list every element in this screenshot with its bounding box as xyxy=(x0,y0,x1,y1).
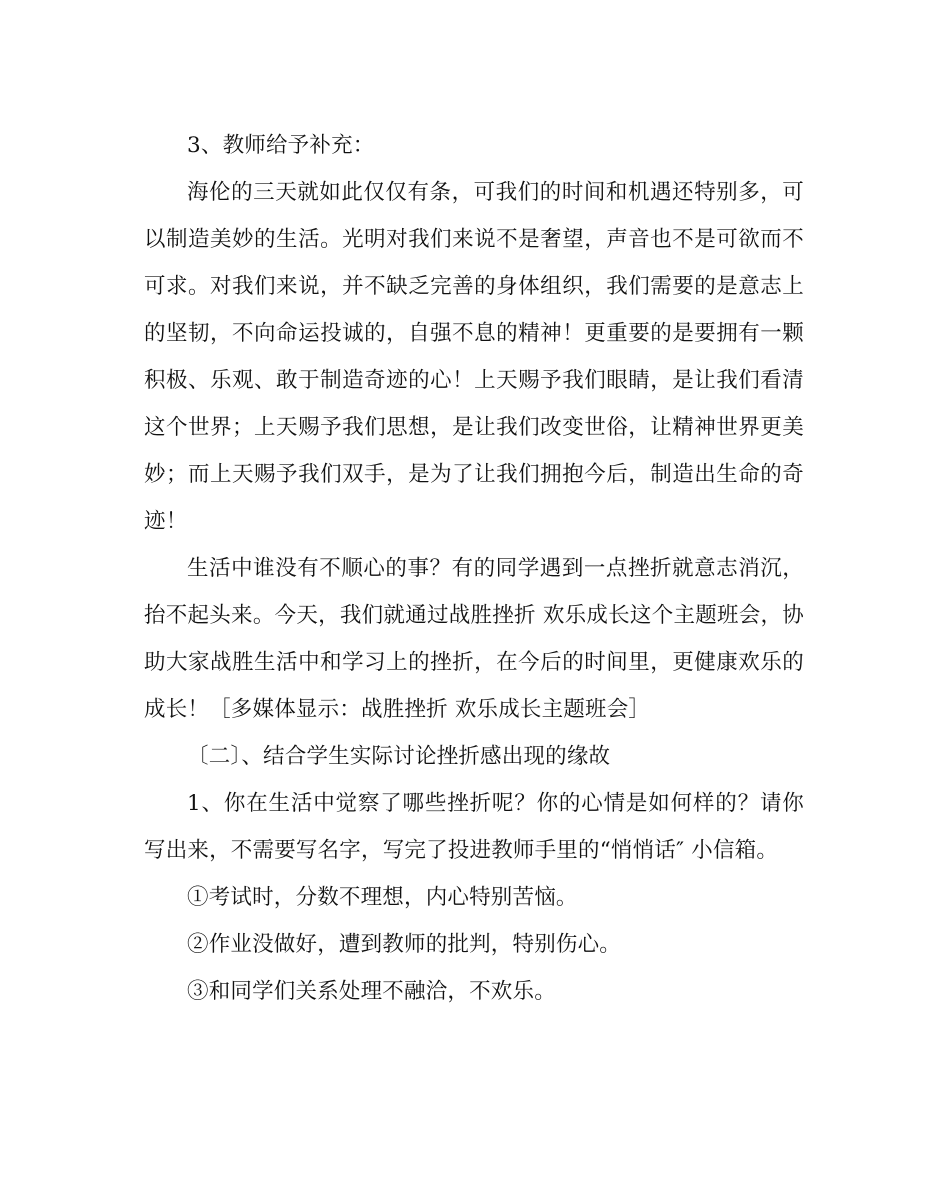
list-item-classmates: ③和同学们关系处理不融洽，不欢乐。 xyxy=(187,979,556,1004)
paragraph-section-two-heading: 〔二〕、结合学生实际讨论挫折感出现的缘故 xyxy=(187,744,611,769)
list-item-homework: ②作业没做好，遭到教师的批判，特别伤心。 xyxy=(187,932,622,957)
document-body xyxy=(144,122,804,1015)
paragraph-question-one: 1、你在生活中觉察了哪些挫折呢？你的心情是如何样的？请你写出来，不需要写名字，写完了投进教师手里的“悄悄话″ 小信箱。 xyxy=(144,791,804,863)
list-item-exam: ①考试时，分数不理想，内心特别苦恼。 xyxy=(187,885,578,910)
paragraph-teacher-supplement-heading: 3、教师给予补充： xyxy=(187,133,375,158)
paragraph-class-meeting-intro: 生活中谁没有不顺心的事？有的同学遇到一点挫折就意志消沉，抬不起头来。今天，我们就通过战胜挫折 欢乐成长这个主题班会，协助大家战胜生活中和学习上的挫折，在今后的时间里，更健康欢乐的成长！［多媒体显示：战胜挫折 欢乐成长主题班会］ xyxy=(144,556,804,722)
paragraph-helen-three-days: 海伦的三天就如此仅仅有条，可我们的时间和机遇还特别多，可以制造美妙的生活。光明对我们来说不是奢望，声音也不是可欲而不可求。对我们来说，并不缺乏完善的身体组织，我们需要的是意志上的坚韧，不向命运投诚的，自强不息的精神！更重要的是要拥有一颗积极、乐观、敢于制造奇迹的心！上天赐予我们眼睛，是让我们看清这个世界；上天赐予我们思想，是让我们改变世俗，让精神世界更美妙；而上天赐予我们双手，是为了让我们拥抱今后，制造出生命的奇迹！ xyxy=(144,180,804,534)
